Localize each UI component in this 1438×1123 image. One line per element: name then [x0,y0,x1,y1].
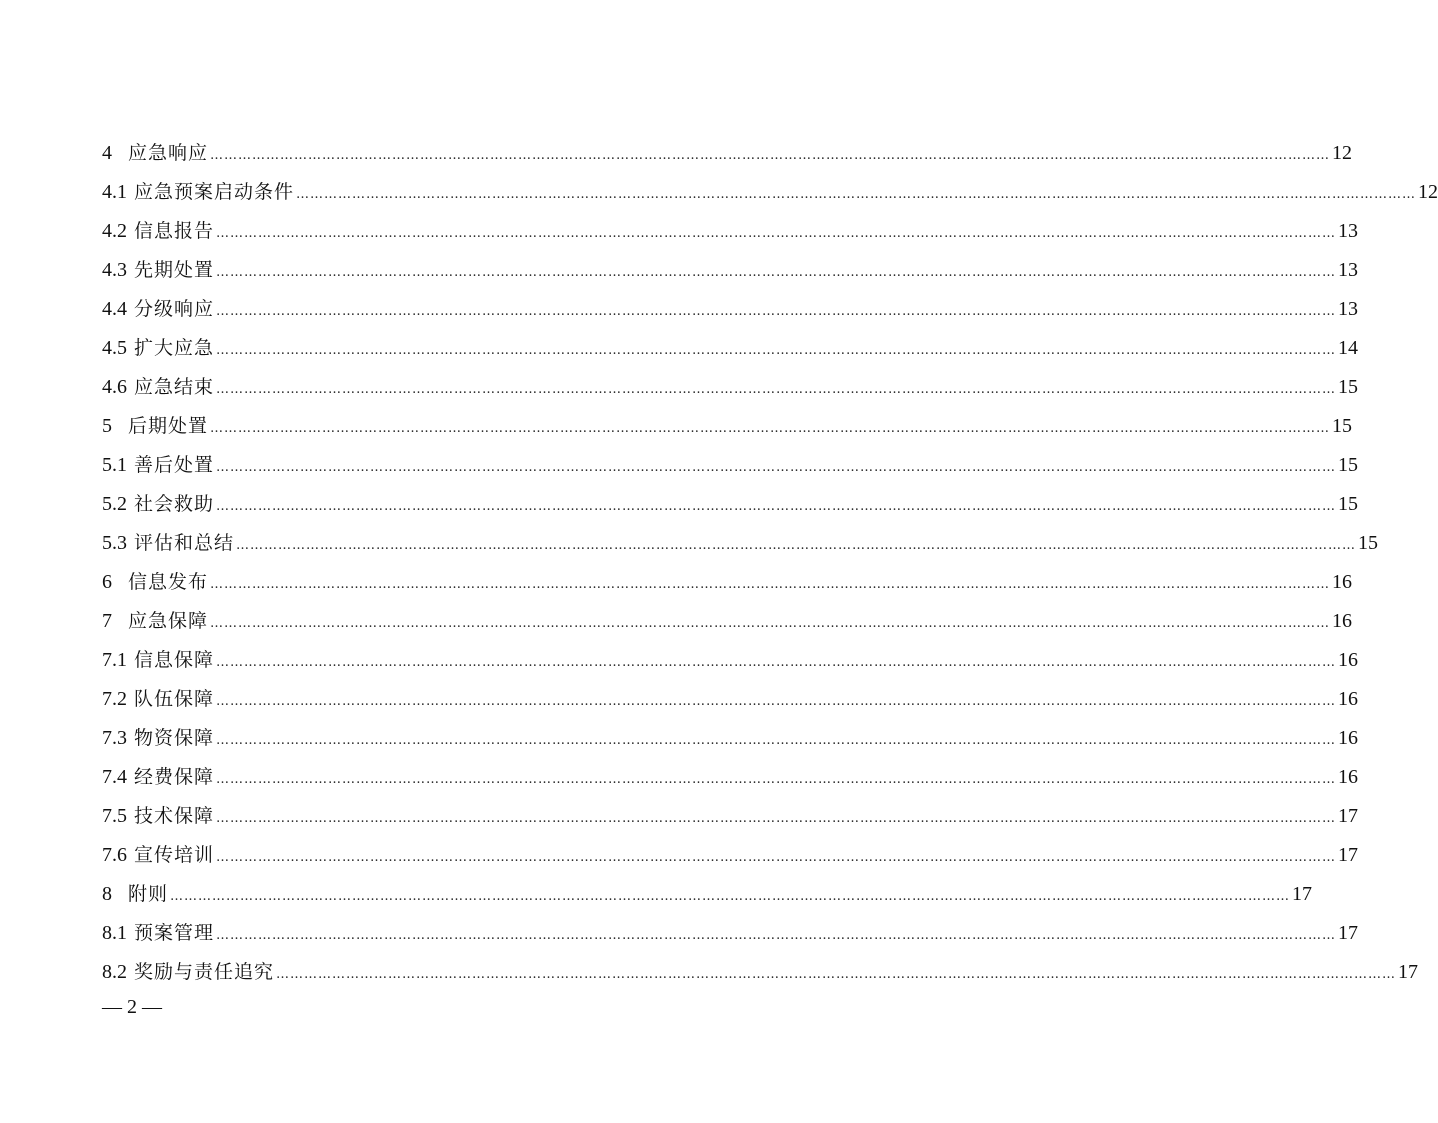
toc-entry[interactable] [102,485,1359,524]
toc-entry-page: 12 [1332,142,1353,164]
toc-entry-page: 16 [1332,571,1353,593]
toc-entry-number: 7.2 [102,688,127,710]
toc-entry-title: 技术保障 [134,805,215,827]
toc-entry-title: 先期处置 [134,259,215,281]
toc-dot-leader: …………………………………………………………………………………………………………………………………………………………………………………………………………………… [216,265,1337,280]
toc-dot-leader: …………………………………………………………………………………………………………………………………………………………………………………………………………………… [236,538,1357,553]
toc-entry-number: 8 [102,883,112,905]
toc-entry-number: 5 [102,415,112,437]
toc-entry[interactable] [102,758,1359,797]
toc-dot-leader: …………………………………………………………………………………………………………………………………………………………………………………………………………………… [216,850,1337,865]
toc-entry-number: 8.2 [102,961,127,983]
toc-entry-number: 7 [102,610,112,632]
toc-entry-number: 4 [102,142,112,164]
toc-entry-title: 信息报告 [134,220,215,242]
toc-entry[interactable] [102,914,1359,953]
toc-entry[interactable] [102,251,1359,290]
toc-entry[interactable] [102,134,1353,173]
toc-entry[interactable] [102,641,1359,680]
toc-entry-title: 后期处置 [128,415,209,437]
toc-entry-title: 应急保障 [128,610,209,632]
toc-dot-leader: …………………………………………………………………………………………………………………………………………………………………………………………………………………… [210,577,1331,592]
toc-dot-leader: …………………………………………………………………………………………………………………………………………………………………………………………………………………… [210,148,1331,163]
toc-entry-page: 13 [1338,298,1359,320]
toc-dot-leader: …………………………………………………………………………………………………………………………………………………………………………………………………………………… [210,616,1331,631]
toc-entry-page: 17 [1338,844,1359,866]
toc-entry-page: 13 [1338,259,1359,281]
toc-entry[interactable] [102,446,1359,485]
toc-entry-page: 17 [1338,922,1359,944]
toc-entry[interactable] [102,407,1353,446]
toc-dot-leader: …………………………………………………………………………………………………………………………………………………………………………………………………………………… [170,889,1291,904]
toc-entry-title: 预案管理 [134,922,215,944]
toc-dot-leader: …………………………………………………………………………………………………………………………………………………………………………………………………………………… [216,304,1337,319]
table-of-contents [102,134,1438,992]
toc-entry-number: 4.1 [102,181,127,203]
toc-dot-leader: …………………………………………………………………………………………………………………………………………………………………………………………………………………… [216,655,1337,670]
toc-entry-number: 5.1 [102,454,127,476]
toc-entry-title: 社会救助 [134,493,215,515]
toc-dot-leader: …………………………………………………………………………………………………………………………………………………………………………………………………………………… [216,694,1337,709]
toc-entry[interactable] [102,524,1379,563]
toc-entry[interactable] [102,953,1419,992]
toc-entry-page: 15 [1338,454,1359,476]
toc-entry-title: 附则 [128,883,169,905]
toc-entry-page: 15 [1358,532,1379,554]
toc-entry-title: 善后处置 [134,454,215,476]
toc-entry[interactable] [102,797,1359,836]
toc-entry-page: 16 [1338,766,1359,788]
toc-entry-title: 分级响应 [134,298,215,320]
toc-entry-page: 16 [1338,727,1359,749]
toc-entry[interactable] [102,290,1359,329]
toc-entry[interactable] [102,329,1359,368]
toc-entry-page: 16 [1332,610,1353,632]
toc-entry-page: 12 [1418,181,1438,203]
toc-entry-number: 4.4 [102,298,127,320]
toc-entry-number: 7.1 [102,649,127,671]
toc-entry-title: 评估和总结 [134,532,235,554]
toc-entry-page: 13 [1338,220,1359,242]
toc-dot-leader: …………………………………………………………………………………………………………………………………………………………………………………………………………………… [216,382,1337,397]
toc-entry[interactable] [102,602,1353,641]
toc-entry-number: 7.4 [102,766,127,788]
toc-entry-title: 应急响应 [128,142,209,164]
toc-dot-leader: …………………………………………………………………………………………………………………………………………………………………………………………………………………… [216,499,1337,514]
toc-entry[interactable] [102,368,1359,407]
toc-dot-leader: …………………………………………………………………………………………………………………………………………………………………………………………………………………… [210,421,1331,436]
page-number: — 2 — [102,996,162,1018]
toc-entry-number: 5.2 [102,493,127,515]
toc-entry-title: 信息发布 [128,571,209,593]
toc-entry-page: 16 [1338,649,1359,671]
toc-entry-number: 8.1 [102,922,127,944]
toc-dot-leader: …………………………………………………………………………………………………………………………………………………………………………………………………………………… [216,928,1337,943]
toc-entry-page: 17 [1338,805,1359,827]
toc-entry-title: 宣传培训 [134,844,215,866]
toc-entry-number: 5.3 [102,532,127,554]
toc-entry-title: 奖励与责任追究 [134,961,275,983]
toc-dot-leader: …………………………………………………………………………………………………………………………………………………………………………………………………………………… [216,811,1337,826]
toc-entry[interactable] [102,875,1313,914]
toc-entry-number: 7.3 [102,727,127,749]
toc-dot-leader: …………………………………………………………………………………………………………………………………………………………………………………………………………………… [296,187,1417,202]
toc-entry-title: 队伍保障 [134,688,215,710]
toc-entry-title: 经费保障 [134,766,215,788]
toc-entry-title: 物资保障 [134,727,215,749]
toc-dot-leader: …………………………………………………………………………………………………………………………………………………………………………………………………………………… [216,772,1337,787]
toc-entry-page: 17 [1292,883,1313,905]
toc-entry[interactable] [102,680,1359,719]
toc-entry-page: 15 [1332,415,1353,437]
toc-entry-page: 14 [1338,337,1359,359]
toc-entry-number: 4.3 [102,259,127,281]
toc-dot-leader: …………………………………………………………………………………………………………………………………………………………………………………………………………………… [276,967,1397,982]
toc-entry-title: 扩大应急 [134,337,215,359]
toc-entry-number: 6 [102,571,112,593]
toc-entry-title: 信息保障 [134,649,215,671]
toc-entry-number: 7.5 [102,805,127,827]
toc-entry-number: 4.6 [102,376,127,398]
toc-entry-page: 16 [1338,688,1359,710]
toc-dot-leader: …………………………………………………………………………………………………………………………………………………………………………………………………………………… [216,733,1337,748]
toc-entry-page: 15 [1338,493,1359,515]
toc-dot-leader: …………………………………………………………………………………………………………………………………………………………………………………………………………………… [216,226,1337,241]
toc-entry[interactable] [102,563,1353,602]
toc-entry[interactable] [102,173,1438,212]
toc-dot-leader: …………………………………………………………………………………………………………………………………………………………………………………………………………………… [216,460,1337,475]
toc-entry[interactable] [102,836,1359,875]
toc-entry-number: 7.6 [102,844,127,866]
toc-dot-leader: …………………………………………………………………………………………………………………………………………………………………………………………………………………… [216,343,1337,358]
toc-entry[interactable] [102,212,1359,251]
toc-entry-number: 4.5 [102,337,127,359]
toc-entry-page: 17 [1398,961,1419,983]
toc-entry-title: 应急预案启动条件 [134,181,295,203]
toc-entry-number: 4.2 [102,220,127,242]
toc-entry-page: 15 [1338,376,1359,398]
toc-entry[interactable] [102,719,1359,758]
toc-entry-title: 应急结束 [134,376,215,398]
